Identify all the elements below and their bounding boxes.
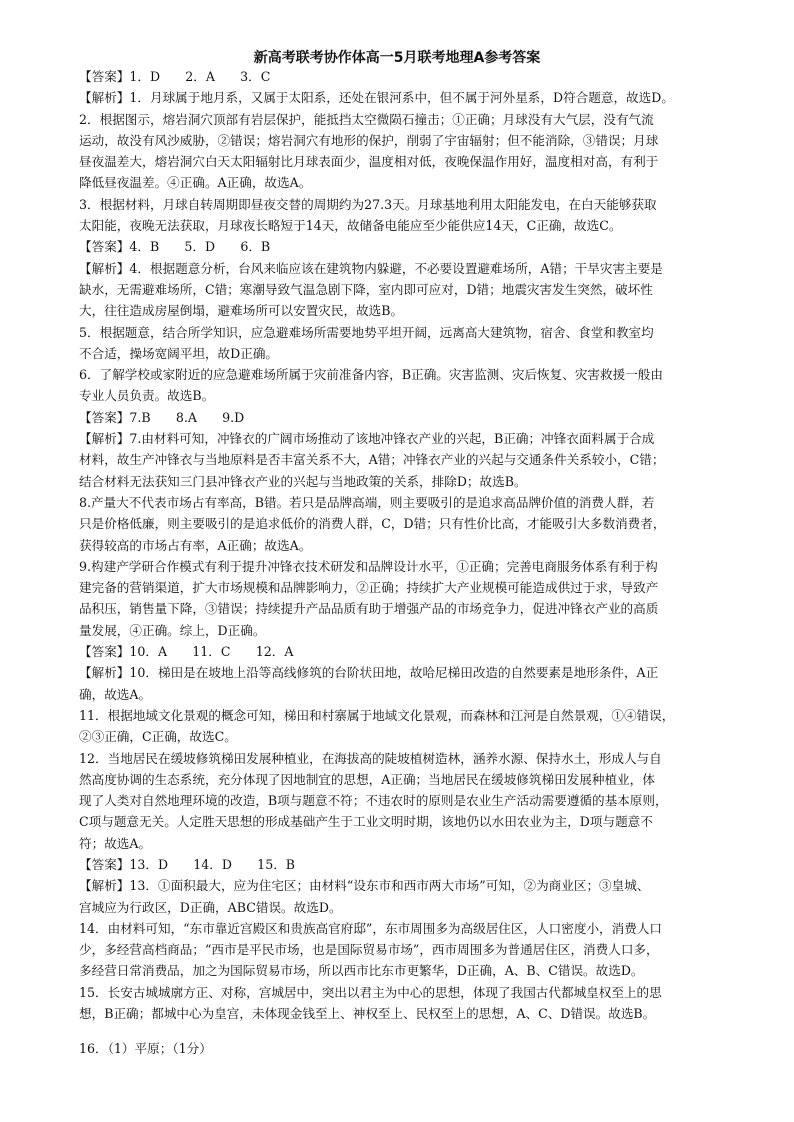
text-line: 结合材料无法获知三门县冲锋衣产业的兴起与当地政策的关系，排除D；故选B。 [79, 473, 527, 489]
text-line: 9.构建产学研合作模式有利于提升冲锋衣技术研发和品牌设计水平，①正确；完善电商服务体系有利于构 [79, 558, 658, 574]
text-line: 【解析】10．梯田是在坡地上沿等高线修筑的台阶状田地，故哈尼梯田改造的自然要素是地形条件，A正 [79, 665, 659, 681]
text-line: 降低昼夜温差。④正确。A正确，故选A。 [79, 175, 312, 191]
text-line: 宫城应为行政区，D正确，ABC错误。故选D。 [79, 899, 342, 915]
text-line: 【解析】7.由材料可知，冲锋衣的广阔市场推动了该地冲锋衣产业的兴起，B正确；冲锋衣面料属于合成 [79, 431, 655, 447]
text-line: 【答案】13．D 14．D 15．B [79, 856, 296, 872]
text-line: 不合适，操场宽阔平坦，故D正确。 [79, 345, 279, 361]
text-line: 【答案】7.B 8.A 9.D [79, 409, 245, 425]
text-line: 昼夜温差大，熔岩洞穴白天太阳辐射比月球表面少，温度相对低，夜晚保温作用好，温度相对高，有利于 [79, 154, 659, 170]
text-line: 【答案】4．B 5．D 6．B [79, 239, 271, 255]
text-line: 缺水，无需避难场所，C错；寒潮导致气温急剧下降，室内即可应对，D错；地震灾害发生突然，破坏性 [79, 281, 653, 297]
text-line: 只是价格低廉，则主要吸引的是追求低价的消费人群，C，D错；只有性价比高，才能吸引大多数消费者， [79, 516, 666, 532]
text-line: 符；故选A。 [79, 835, 152, 851]
text-line: 量发展，④正确。综上，D正确。 [79, 622, 266, 638]
text-line: 【答案】1．D 2．A 3．C [79, 69, 271, 84]
text-line: 3．根据材料，月球自转周期即昼夜交替的周期约为27.3天。月球基地利用太阳能发电，在白天能够获取 [79, 196, 657, 212]
text-line: 【解析】4．根据题意分析，台风来临应该在建筑物内躲避，不必要设置避难场所，A错；干旱灾害主要是 [79, 260, 663, 276]
text-line: 多经营日常消费品，加之为国际贸易市场，所以西市比东市更繁华，D正确，A、B、C错误。故选D。 [79, 963, 644, 979]
answer-body [79, 66, 721, 1060]
text-line: 14．由材料可知，“东市靠近宫殿区和贵族高官府邸”，东市周围多为高级居住区，人口密度小，消费人口 [79, 920, 663, 936]
text-line: 8.产量大不代表市场占有率高，B错。若只是品牌高端，则主要吸引的是追求高品牌价值的消费人群，若 [79, 494, 655, 510]
text-line: 6．了解学校或家附近的应急避难场所属于灾前准备内容，B正确。灾害监测、灾后恢复、灾害救援一般由 [79, 367, 663, 383]
text-line: 现了人类对自然地理环境的改造，B项与题意不符；不违农时的原则是农业生产活动需要遵循的基本原则， [79, 793, 668, 809]
text-line: 11．根据地域文化景观的概念可知，梯田和村寨属于地域文化景观，而森林和江河是自然景观，①④错误， [79, 707, 675, 723]
text-line: 然高度协调的生态系统，充分体现了因地制宜的思想，A正确；当地居民在缓坡修筑梯田发展种植业，体 [79, 771, 655, 787]
paragraph-gap [79, 1024, 721, 1038]
text-line: 大，往往造成房屋倒塌，避难场所可以安置灾民，故选B。 [79, 303, 404, 319]
text-line: 材料，故生产冲锋衣与当地原料是否丰富关系不大，A错；冲锋衣产业的兴起与交通条件关系较小，C错； [79, 452, 665, 468]
text-line: 想，B正确；都城中心为皇宫，未体现金钱至上、神权至上、民权至上的思想，A、C、D错误。故选B。 [79, 1006, 656, 1022]
text-line: C项与题意无关。人定胜天思想的形成基础产生于工业文明时期，该地仍以水田农业为主，D项与题意不 [79, 814, 653, 830]
text-line: 15．长安古城城廓方正、对称，宫城居中，突出以君主为中心的思想，体现了我国古代都城皇权至上的思 [79, 984, 662, 1000]
text-line: ②③正确，C正确，故选C。 [79, 729, 237, 745]
text-line: 【解析】13．①面积最大，应为住宅区；由材料“设东市和西市两大市场”可知，②为商业区；③皇城、 [79, 878, 650, 894]
text-line: 获得较高的市场占有率，A正确；故选A。 [79, 537, 312, 553]
text-line: 运动，故没有风沙威胁，②错误；熔岩洞穴有地形的保护，削弱了宇宙辐射；但不能消除，③错误；月球 [79, 132, 659, 148]
text-line: 品积压，销售量下降，③错误；持续提升产品品质有助于增强产品的市场竞争力，促进冲锋衣产业的高质 [79, 601, 659, 617]
text-line: 少，多经营高档商品；“西市是平民市场，也是国际贸易市场”，西市周围多为普通居住区，消费人口多， [79, 942, 659, 958]
text-line: 确，故选A。 [79, 686, 152, 702]
text-line: 12．当地居民在缓坡修筑梯田发展种植业，在海拔高的陡坡植树造林，涵养水源、保持水土，形成人与自 [79, 750, 662, 766]
text-line: 5．根据题意，结合所学知识，应急避难场所需要地势平坦开阔，远离高大建筑物，宿舍、食堂和教室均 [79, 324, 654, 340]
page-title: 新高考联考协作体高一5月联考地理A参考答案 [253, 50, 541, 66]
text-line: 太阳能，夜晚无法获取，月球夜长略短于14天，故储备电能应至少能供应14天，C正确，故选C。 [79, 218, 622, 234]
text-line: 2．根据图示，熔岩洞穴顶部有岩层保护，能抵挡太空微陨石撞击；①正确；月球没有大气层，没有气流 [79, 111, 654, 127]
text-line: 【答案】10．A 11．C 12．A [79, 644, 294, 660]
text-line: 【解析】1．月球属于地月系，又属于太阳系，还处在银河系中，但不属于河外星系，D符合题意，故选D。 [79, 90, 674, 106]
question-16-line: 16．（1）平原；（1分） [79, 1041, 212, 1057]
text-line: 建完备的营销渠道，扩大市场规模和品牌影响力，②正确；持续扩大产业规模可能造成供过于求，导致产 [79, 580, 659, 596]
text-line: 专业人员负责。故选B。 [79, 388, 215, 404]
